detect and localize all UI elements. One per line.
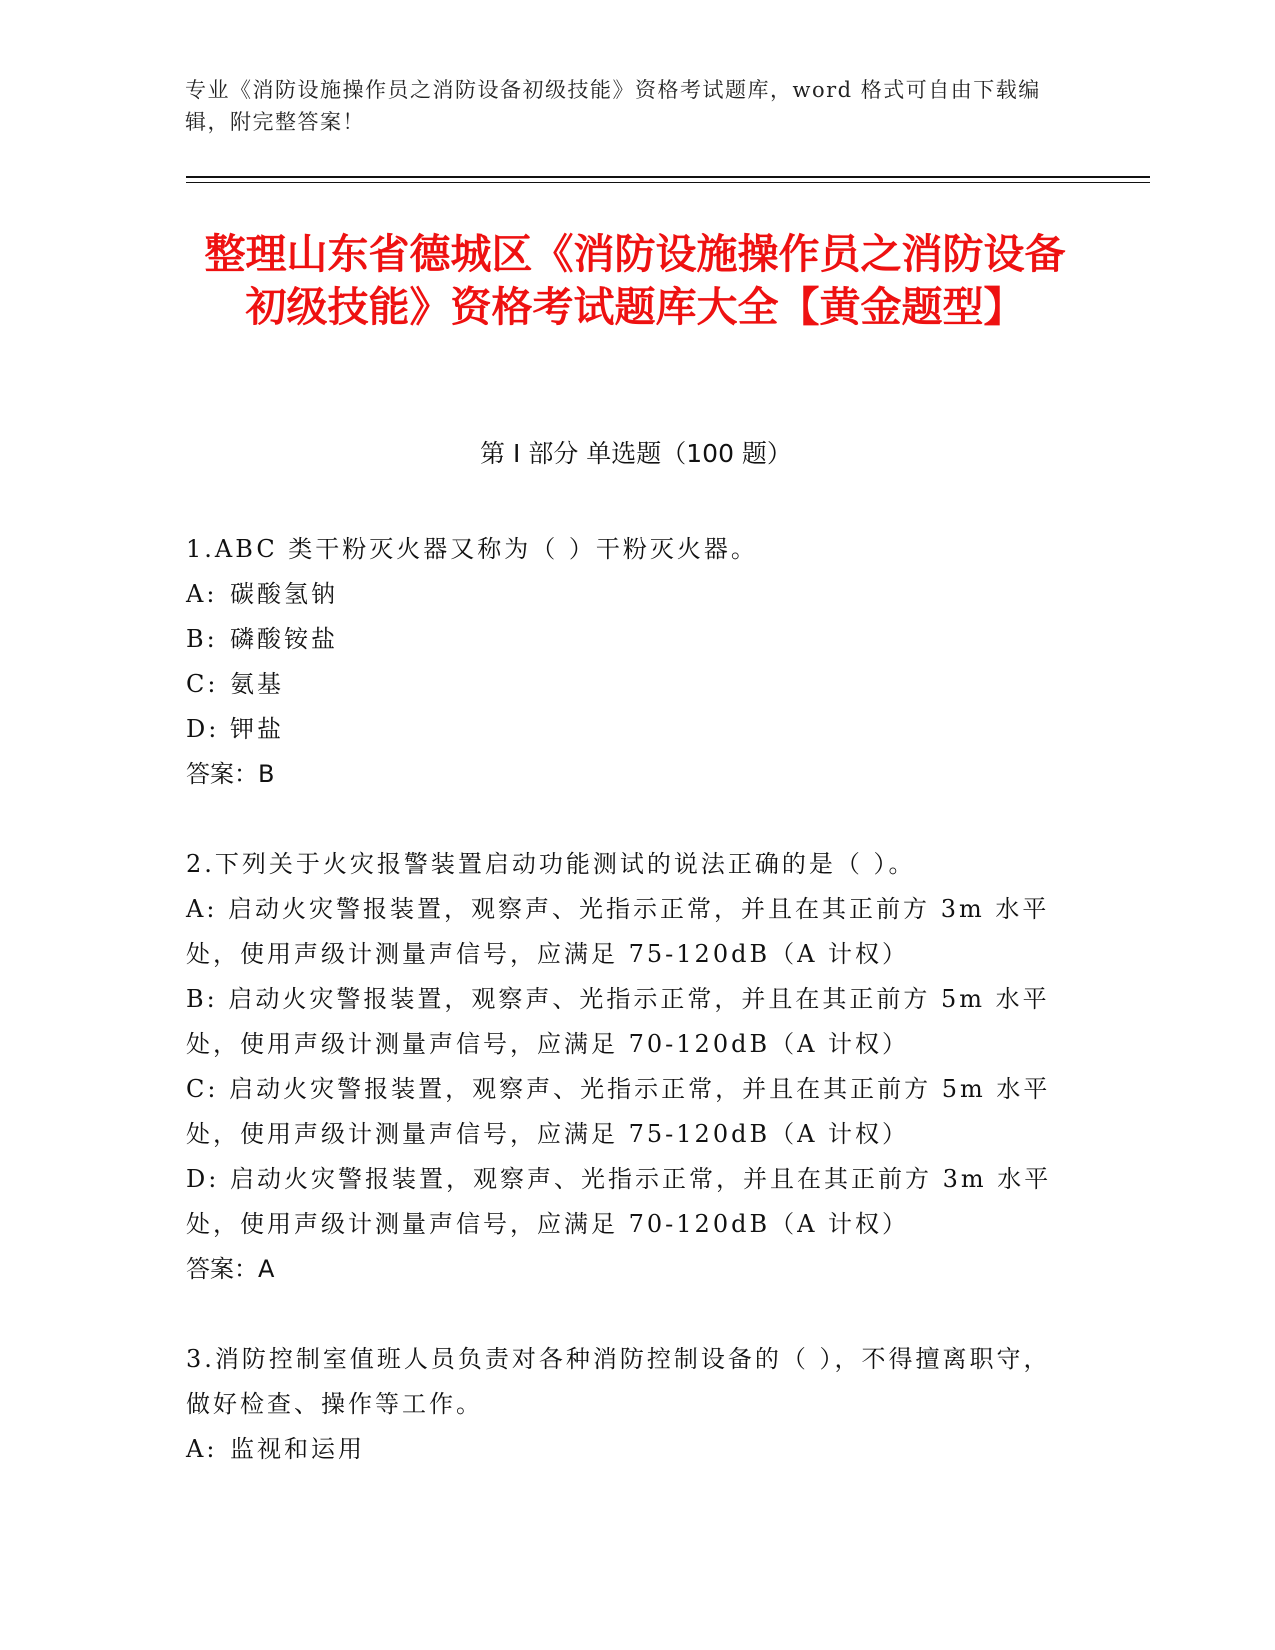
option-text: 启动火灾警报装置，观察声、光指示正常，并且在其正前方 5m 水平处，使用声级计测量声信号，应满足 75-120dB（A 计权） — [186, 1075, 1051, 1148]
question-1 — [186, 527, 1058, 797]
option-text: 碳酸氢钠 — [230, 580, 338, 608]
option-key: C: — [186, 670, 219, 698]
answer: 答案：A — [186, 1255, 275, 1283]
option-text: 监视和运用 — [230, 1435, 365, 1463]
option-text: 启动火灾警报装置，观察声、光指示正常，并且在其正前方 3m 水平处，使用声级计测量声信号，应满足 70-120dB（A 计权） — [186, 1165, 1052, 1238]
option-a — [186, 1427, 1058, 1472]
option-text: 启动火灾警报装置，观察声、光指示正常，并且在其正前方 5m 水平处，使用声级计测量声信号，应满足 70-120dB（A 计权） — [186, 985, 1050, 1058]
question-stem: 3.消防控制室值班人员负责对各种消防控制设备的（ ），不得擅离职守，做好检查、操作等工作。 — [186, 1345, 1051, 1418]
header-note: 专业《消防设施操作员之消防设备初级技能》资格考试题库，word 格式可自由下载编辑，附完整答案！ — [185, 78, 1041, 134]
question-2 — [186, 842, 1058, 1292]
section-title: 第 I 部分 单选题（100 题） — [480, 439, 792, 468]
option-key: A: — [186, 895, 218, 923]
option-text: 钾盐 — [230, 715, 284, 743]
option-key: A: — [186, 580, 218, 608]
question-stem: 2.下列关于火灾报警装置启动功能测试的说法正确的是（ ）。 — [186, 850, 916, 878]
option-a — [186, 572, 1058, 617]
option-key: C: — [186, 1075, 219, 1103]
header-rule-thick — [186, 176, 1150, 178]
option-text: 磷酸铵盐 — [230, 625, 338, 653]
option-text: 启动火灾警报装置，观察声、光指示正常，并且在其正前方 3m 水平处，使用声级计测量声信号，应满足 75-120dB（A 计权） — [186, 895, 1050, 968]
option-a — [186, 887, 1058, 977]
option-d — [186, 1157, 1058, 1247]
question-3 — [186, 1337, 1058, 1472]
answer: 答案：B — [186, 760, 275, 788]
option-d — [186, 707, 1058, 752]
option-key: B: — [186, 625, 218, 653]
option-key: A: — [186, 1435, 218, 1463]
question-stem: 1.ABC 类干粉灭火器又称为（ ）干粉灭火器。 — [186, 535, 758, 563]
option-text: 氨基 — [230, 670, 284, 698]
option-key: D: — [186, 715, 220, 743]
option-c — [186, 662, 1058, 707]
option-b — [186, 617, 1058, 662]
option-key: B: — [186, 985, 218, 1013]
header-rule-thin — [186, 182, 1150, 183]
option-key: D: — [186, 1165, 220, 1193]
question-list — [186, 527, 1058, 1517]
document-title: 整理山东省德城区《消防设施操作员之消防设备初级技能》资格考试题库大全【黄金题型】 — [204, 230, 1066, 331]
option-c — [186, 1067, 1058, 1157]
option-b — [186, 977, 1058, 1067]
